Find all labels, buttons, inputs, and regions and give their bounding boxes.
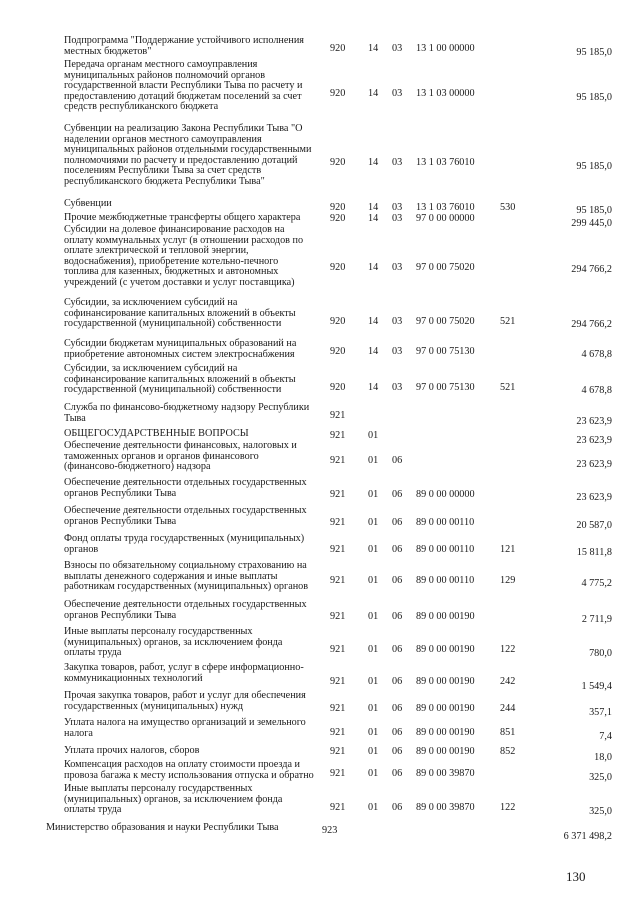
row-csr: 89 0 00 00190 <box>416 703 475 714</box>
row-pr: 06 <box>392 727 403 738</box>
row-pr: 06 <box>392 746 403 757</box>
row-csr: 89 0 00 39870 <box>416 802 475 813</box>
row-amount: 4 775,2 <box>581 578 612 589</box>
row-amount: 294 766,2 <box>571 264 612 275</box>
row-ved: 920 <box>330 316 346 327</box>
row-csr: 89 0 00 00190 <box>416 611 475 622</box>
row-name: Обеспечение деятельности отдельных государственных органов Республики Тыва <box>64 505 307 527</box>
row-csr: 89 0 00 00190 <box>416 746 475 757</box>
row-vr: 122 <box>500 802 516 813</box>
row-amount: 6 371 498,2 <box>563 831 612 842</box>
row-csr: 89 0 00 00110 <box>416 575 475 586</box>
row-pr: 03 <box>392 157 403 168</box>
row-vr: 122 <box>500 644 516 655</box>
row-amount: 7,4 <box>599 731 612 742</box>
row-amount: 325,0 <box>589 806 612 817</box>
row-rz: 14 <box>368 213 379 224</box>
row-ved: 920 <box>330 346 346 357</box>
row-rz: 14 <box>368 43 379 54</box>
row-pr: 06 <box>392 768 403 779</box>
row-pr: 03 <box>392 382 403 393</box>
row-rz: 14 <box>368 346 379 357</box>
row-pr: 03 <box>392 346 403 357</box>
row-name: Обеспечение деятельности отдельных государственных органов Республики Тыва <box>64 477 307 499</box>
row-rz: 01 <box>368 727 379 738</box>
row-csr: 89 0 00 00190 <box>416 676 475 687</box>
row-vr: 530 <box>500 202 516 213</box>
row-ved: 921 <box>330 746 346 757</box>
row-csr: 97 0 00 75130 <box>416 346 475 357</box>
row-ved: 921 <box>330 575 346 586</box>
row-ved: 921 <box>330 727 346 738</box>
row-pr: 06 <box>392 455 403 466</box>
row-amount: 2 711,9 <box>581 614 612 625</box>
row-name: ОБЩЕГОСУДАРСТВЕННЫЕ ВОПРОСЫ <box>64 428 249 439</box>
row-csr: 89 0 00 39870 <box>416 768 475 779</box>
row-csr: 89 0 00 00190 <box>416 727 475 738</box>
row-ved: 921 <box>330 489 346 500</box>
row-rz: 01 <box>368 575 379 586</box>
row-amount: 4 678,8 <box>581 385 612 396</box>
row-vr: 521 <box>500 316 516 327</box>
row-name: Субсидии на долевое финансирование расходов на оплату коммунальных услуг (в отношении расходов по оплате электрической и тепловой энергии, водоснабжения), приобретение котельно-печного топлива для казенных, бюджетных и автономных учреждений (с учетом доставки и услуг поставщика) <box>64 224 304 288</box>
row-amount: 1 549,4 <box>581 681 612 692</box>
row-ved: 921 <box>330 676 346 687</box>
row-amount: 95 185,0 <box>576 205 612 216</box>
row-pr: 06 <box>392 575 403 586</box>
row-vr: 852 <box>500 746 516 757</box>
row-rz: 14 <box>368 316 379 327</box>
row-csr: 89 0 00 00000 <box>416 489 475 500</box>
row-vr: 129 <box>500 575 516 586</box>
row-vr: 242 <box>500 676 516 687</box>
row-amount: 299 445,0 <box>571 218 612 229</box>
row-ved: 921 <box>330 611 346 622</box>
row-amount: 20 587,0 <box>576 520 612 531</box>
row-ved: 920 <box>330 382 346 393</box>
row-vr: 244 <box>500 703 516 714</box>
row-amount: 95 185,0 <box>576 161 612 172</box>
row-pr: 03 <box>392 43 403 54</box>
row-name: Субсидии бюджетам муниципальных образований на приобретение автономных систем электроснабжения <box>64 338 297 360</box>
row-name: Прочие межбюджетные трансферты общего характера <box>64 212 301 223</box>
row-pr: 06 <box>392 544 403 555</box>
row-pr: 03 <box>392 262 403 273</box>
row-ved: 921 <box>330 802 346 813</box>
row-rz: 01 <box>368 611 379 622</box>
row-csr: 89 0 00 00110 <box>416 517 475 528</box>
row-csr: 13 1 00 00000 <box>416 43 475 54</box>
row-ved: 921 <box>330 410 346 421</box>
row-rz: 01 <box>368 455 379 466</box>
row-csr: 13 1 03 76010 <box>416 202 475 213</box>
row-name: Служба по финансово-бюджетному надзору Республики Тыва <box>64 402 310 424</box>
row-rz: 01 <box>368 768 379 779</box>
row-ved: 920 <box>330 88 346 99</box>
row-amount: 23 623,9 <box>576 435 612 446</box>
row-rz: 14 <box>368 382 379 393</box>
row-amount: 4 678,8 <box>581 349 612 360</box>
row-amount: 15 811,8 <box>576 547 612 558</box>
row-pr: 03 <box>392 202 403 213</box>
row-rz: 01 <box>368 430 379 441</box>
row-rz: 01 <box>368 703 379 714</box>
row-name: Прочая закупка товаров, работ и услуг для обеспечения государственных (муниципальных) нужд <box>64 690 306 712</box>
row-amount: 23 623,9 <box>576 492 612 503</box>
row-name: Субсидии, за исключением субсидий на софинансирование капитальных вложений в объекты государственной (муниципальной) собственности <box>64 363 296 396</box>
row-name: Взносы по обязательному социальному страхованию на выплаты денежного содержания и иные выплаты работникам государственных (муниципальных) органов <box>64 560 309 593</box>
row-name: Компенсация расходов на оплату стоимости проезда и провоза багажа к месту использования отпуска и обратно <box>64 759 314 781</box>
row-csr: 97 0 00 00000 <box>416 213 475 224</box>
row-ved: 920 <box>330 43 346 54</box>
row-ved: 921 <box>330 455 346 466</box>
row-amount: 357,1 <box>589 707 612 718</box>
row-rz: 01 <box>368 746 379 757</box>
row-name: Субвенции <box>64 198 112 209</box>
row-ved: 921 <box>330 430 346 441</box>
row-name: Субсидии, за исключением субсидий на софинансирование капитальных вложений в объекты государственной (муниципальной) собственности <box>64 297 296 330</box>
row-rz: 14 <box>368 157 379 168</box>
row-amount: 18,0 <box>594 752 612 763</box>
row-ved: 921 <box>330 703 346 714</box>
row-pr: 06 <box>392 611 403 622</box>
row-csr: 97 0 00 75020 <box>416 316 475 327</box>
row-vr: 851 <box>500 727 516 738</box>
row-pr: 03 <box>392 88 403 99</box>
row-rz: 01 <box>368 489 379 500</box>
row-csr: 97 0 00 75130 <box>416 382 475 393</box>
row-amount: 23 623,9 <box>576 459 612 470</box>
row-name: Иные выплаты персоналу государственных (муниципальных) органов, за исключением фонда оплаты труда <box>64 626 283 659</box>
row-rz: 01 <box>368 544 379 555</box>
row-amount: 95 185,0 <box>576 92 612 103</box>
row-name: Обеспечение деятельности отдельных государственных органов Республики Тыва <box>64 599 307 621</box>
row-csr: 13 1 03 76010 <box>416 157 475 168</box>
row-ved: 921 <box>330 517 346 528</box>
row-rz: 14 <box>368 202 379 213</box>
row-rz: 14 <box>368 88 379 99</box>
row-amount: 780,0 <box>589 648 612 659</box>
row-csr: 89 0 00 00190 <box>416 644 475 655</box>
row-name: Субвенции на реализацию Закона Республики Тыва "О наделении органов местного самоуправления муниципальных районов отдельными государственными полномочиями по расчету и предоставлению дотаций поселениям Республики Тыва за счет средств республиканского бюджета Республики Тыва" <box>64 123 312 187</box>
row-vr: 121 <box>500 544 516 555</box>
row-csr: 97 0 00 75020 <box>416 262 475 273</box>
row-name: Уплата прочих налогов, сборов <box>64 745 200 756</box>
row-ved: 920 <box>330 262 346 273</box>
row-vr: 521 <box>500 382 516 393</box>
row-csr: 13 1 03 00000 <box>416 88 475 99</box>
row-name: Уплата налога на имущество организаций и земельного налога <box>64 717 306 739</box>
row-pr: 03 <box>392 213 403 224</box>
row-rz: 14 <box>368 262 379 273</box>
row-csr: 89 0 00 00110 <box>416 544 475 555</box>
row-ved: 921 <box>330 644 346 655</box>
row-name: Передача органам местного самоуправления муниципальных районов полномочий органов государственной власти Республики Тыва по расчету и предоставлению дотаций бюджетам поселений за счет средств республиканского бюджета <box>64 59 303 113</box>
row-pr: 03 <box>392 316 403 327</box>
row-ved: 920 <box>330 157 346 168</box>
row-ved: 920 <box>330 213 346 224</box>
row-pr: 06 <box>392 489 403 500</box>
row-name: Обеспечение деятельности финансовых, налоговых и таможенных органов и органов финансового (финансово-бюджетного) надзора <box>64 440 297 473</box>
row-pr: 06 <box>392 517 403 528</box>
row-rz: 01 <box>368 644 379 655</box>
row-rz: 01 <box>368 517 379 528</box>
page-number: 130 <box>566 869 586 884</box>
row-amount: 95 185,0 <box>576 47 612 58</box>
row-pr: 06 <box>392 802 403 813</box>
row-amount: 23 623,9 <box>576 416 612 427</box>
row-ved: 921 <box>330 544 346 555</box>
row-pr: 06 <box>392 644 403 655</box>
row-ved: 923 <box>322 825 338 836</box>
row-pr: 06 <box>392 703 403 714</box>
row-name: Закупка товаров, работ, услуг в сфере информационно-коммуникационных технологий <box>64 662 304 684</box>
row-amount: 325,0 <box>589 772 612 783</box>
row-name: Подпрограмма "Поддержание устойчивого исполнения местных бюджетов" <box>64 35 304 57</box>
row-amount: 294 766,2 <box>571 319 612 330</box>
row-pr: 06 <box>392 676 403 687</box>
row-name: Министерство образования и науки Республики Тыва <box>46 822 279 833</box>
row-name: Иные выплаты персоналу государственных (муниципальных) органов, за исключением фонда оплаты труда <box>64 783 283 816</box>
row-ved: 921 <box>330 768 346 779</box>
row-rz: 01 <box>368 802 379 813</box>
row-name: Фонд оплаты труда государственных (муниципальных) органов <box>64 533 305 555</box>
row-rz: 01 <box>368 676 379 687</box>
row-ved: 920 <box>330 202 346 213</box>
